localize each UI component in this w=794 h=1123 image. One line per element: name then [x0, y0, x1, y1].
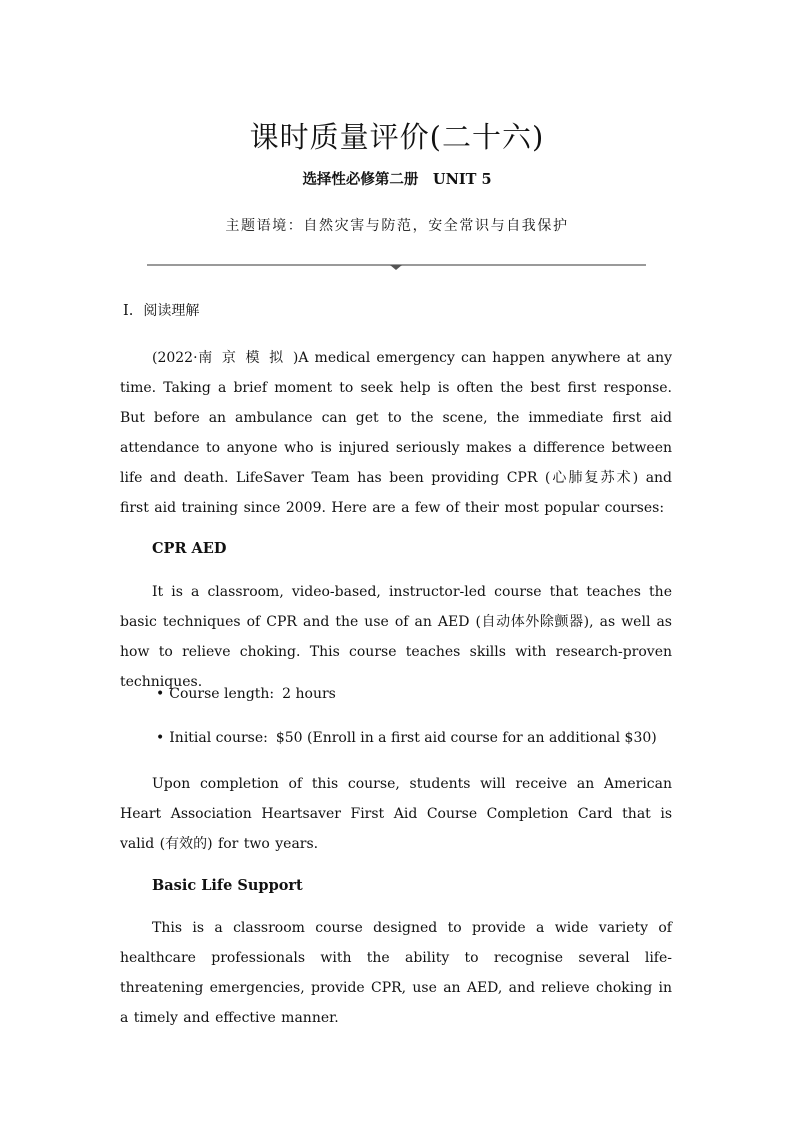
bullet-dot-icon: • — [156, 730, 165, 746]
source-place: 南京模拟 — [197, 350, 293, 366]
course2-description: This is a classroom course designed to provide a wide variety of healthcare professionals with the ability to recognise several life-threatening emergencies, provide CPR, use an AED, and relieve choking in a timely and effective manner. — [120, 920, 672, 1026]
intro-text-b: ) and first aid training since 2009. Here are a few of their most popular courses: — [120, 470, 673, 516]
divider-triangle-icon — [390, 265, 402, 270]
course-heading-basic-life-support: Basic Life Support — [152, 877, 303, 894]
cpr-chinese-gloss: 心肺复苏术 — [550, 470, 633, 486]
intro-text-a: A medical emergency can happen anywhere at any time. Taking a brief moment to seek help is often the best first response. But before an ambulance can get to the scene, the immediate first aid attendance to anyone who is injured seriously makes a difference between life and death. LifeSaver Team has been providing CPR ( — [120, 350, 673, 486]
completion-text-b: ) for two years. — [207, 836, 319, 852]
completion-text-a: Upon completion of this course, students will receive an American Heart Association Heartsaver First Aid Course Completion Card that is valid ( — [120, 776, 672, 852]
source-close: ) — [292, 350, 299, 366]
theme-context: 主题语境：自然灾害与防范，安全常识与自我保护 — [225, 218, 569, 234]
course1-text-b: ), as well as how to relieve choking. This course teaches skills with research-proven techniques. — [120, 614, 672, 690]
intro-paragraph — [120, 343, 672, 523]
section-number: Ⅰ. — [123, 303, 134, 319]
bullet-label: Course length: — [169, 686, 275, 702]
bullet-course-length — [156, 686, 336, 702]
bullet-value: $50 (Enroll in a first aid course for an additional $30) — [275, 730, 657, 746]
source-open: (2022· — [152, 350, 198, 366]
page-subtitle: 选择性必修第二册 UNIT 5 — [302, 171, 492, 188]
valid-chinese-gloss: 有效的 — [165, 836, 208, 852]
course1-text-a: It is a classroom, video-based, instructor-led course that teaches the basic techniques of CPR and the use of an AED ( — [120, 584, 672, 630]
completion-paragraph — [120, 769, 672, 859]
aed-chinese-gloss: 自动体外除颤器 — [480, 614, 584, 630]
section-title: 阅读理解 — [143, 303, 200, 319]
bullet-value: 2 hours — [282, 686, 336, 702]
course1-description — [120, 577, 672, 697]
bullet-initial-course — [156, 730, 657, 746]
section-heading — [123, 300, 199, 320]
page-title: 课时质量评价(二十六) — [249, 120, 545, 155]
course-heading-cpr-aed: CPR AED — [152, 540, 227, 557]
bullet-label: Initial course: — [169, 730, 268, 746]
bullet-dot-icon: • — [156, 686, 165, 702]
